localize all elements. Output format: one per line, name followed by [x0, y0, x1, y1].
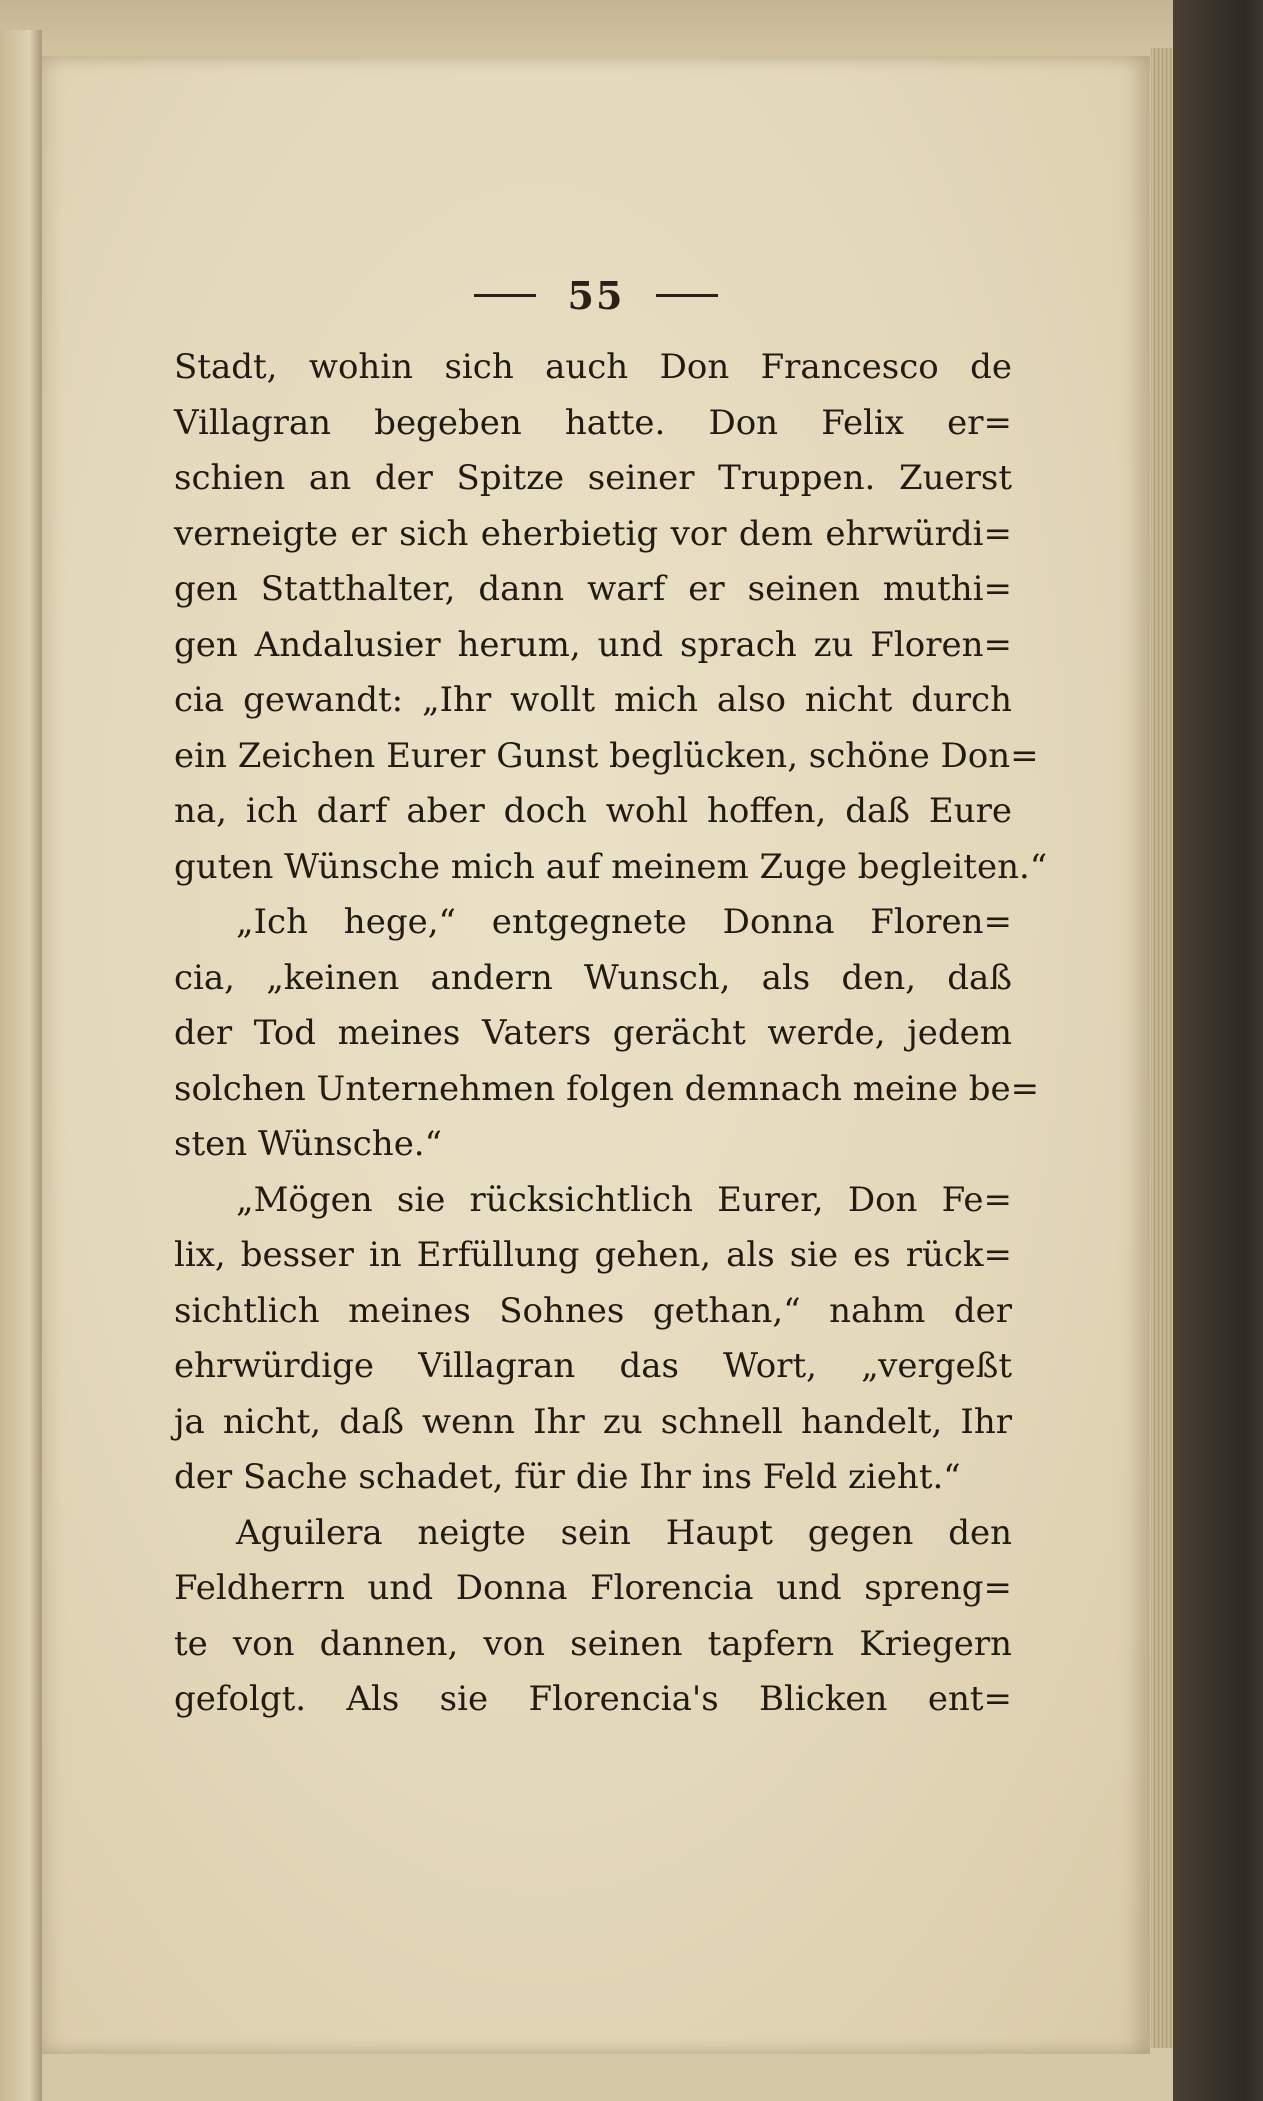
header-dash-left [474, 294, 536, 297]
text-line: gefolgt. Als sie Florencia's Blicken ent= [174, 1679, 1012, 1719]
text-line: guten Wünsche mich auf meinem Zuge begleiten.“ [174, 846, 1048, 887]
facing-page-edge [0, 30, 42, 2101]
text-line: cia gewandt: „Ihr wollt mich also nicht durch [174, 680, 1012, 720]
text-line: gen Andalusier herum, und sprach zu Floren= [174, 624, 1012, 665]
body-text [174, 340, 1048, 1728]
page-number: 55 [567, 273, 625, 318]
text-line: solchen Unternehmen folgen demnach meine be= [174, 1068, 1040, 1109]
text-line: na, ich darf aber doch wohl hoffen, daß Eure [174, 791, 1012, 831]
page-header [42, 270, 1150, 318]
text-line: verneigte er sich eherbietig vor dem ehrwürdi= [174, 513, 1012, 554]
text-line: Stadt, wohin sich auch Don Francesco de [174, 347, 1012, 387]
text-line: der Tod meines Vaters gerächt werde, jedem [174, 1013, 1012, 1053]
text-line: ja nicht, daß wenn Ihr zu schnell handelt, Ihr [174, 1401, 1012, 1442]
text-line: schien an der Spitze seiner Truppen. Zuerst [174, 458, 1012, 498]
text-line: te von dannen, von seinen tapfern Kriegern [174, 1623, 1012, 1664]
text-line: Villagran begeben hatte. Don Felix er= [174, 402, 1012, 443]
book-cover-edge [1173, 0, 1263, 2101]
text-line: sichtlich meines Sohnes gethan,“ nahm der [174, 1290, 1012, 1331]
text-line: Aguilera neigte sein Haupt gegen den [236, 1512, 1012, 1553]
text-line: ehrwürdige Villagran das Wort, „vergeßt [174, 1346, 1012, 1386]
text-line: lix, besser in Erfüllung gehen, als sie es rück= [174, 1235, 1012, 1275]
header-dash-right [656, 294, 718, 297]
text-line: Feldherrn und Donna Florencia und spreng= [174, 1568, 1012, 1608]
text-line: ein Zeichen Eurer Gunst beglücken, schöne Don= [174, 735, 1039, 776]
text-line: gen Statthalter, dann warf er seinen muthi= [174, 569, 1012, 609]
text-line: cia, „keinen andern Wunsch, als den, daß [174, 957, 1012, 998]
text-line: sten Wünsche.“ [174, 1124, 442, 1164]
book-page [42, 56, 1150, 2054]
text-line: „Ich hege,“ entgegnete Donna Floren= [236, 902, 1012, 942]
text-line: „Mögen sie rücksichtlich Eurer, Don Fe= [236, 1179, 1012, 1220]
text-line: der Sache schadet, für die Ihr ins Feld zieht.“ [174, 1457, 961, 1497]
scan-top-margin [0, 0, 1263, 56]
page-stack-edge [1151, 48, 1173, 2048]
